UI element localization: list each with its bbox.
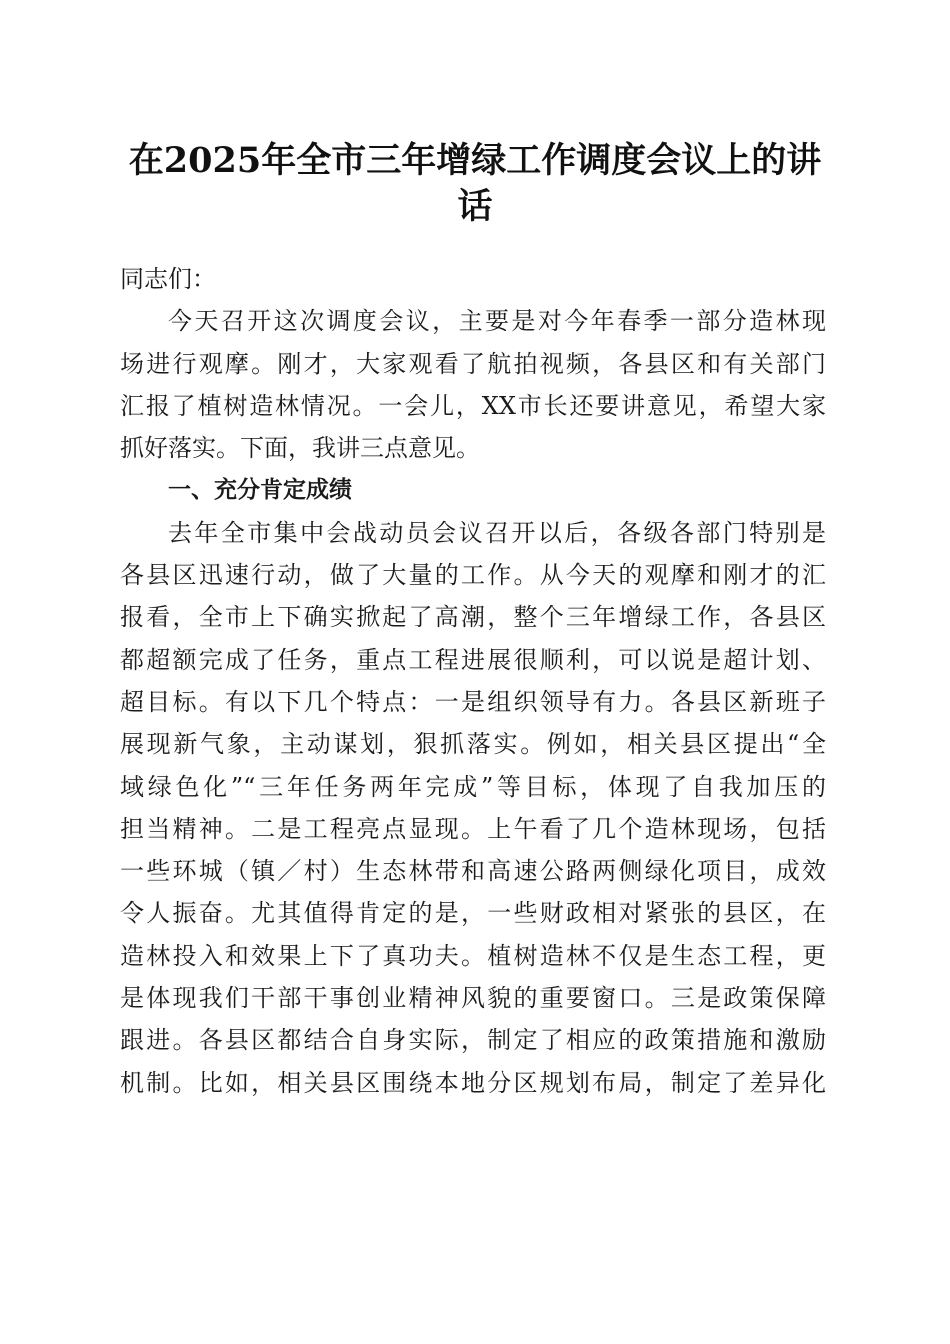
paragraph-line: 抓好落实。下面，我讲三点意见。 <box>120 434 480 463</box>
paragraph-line: 跟进。各县区都结合自身实际，制定了相应的政策措施和激励 <box>120 1026 826 1055</box>
paragraph-line: 场进行观摩。刚才，大家观看了航拍视频，各县区和有关部门 <box>120 349 826 378</box>
paragraph-line: 一些环城（镇／村）生态林带和高速公路两侧绿化项目，成效 <box>120 857 826 886</box>
document-title-line-2: 话 <box>457 186 493 227</box>
paragraph-line: 超目标。有以下几个特点：一是组织领导有力。各县区新班子 <box>120 687 826 716</box>
paragraph-line: 担当精神。二是工程亮点显现。上午看了几个造林现场，包括 <box>120 814 826 843</box>
section-heading: 一、充分肯定成绩 <box>168 477 352 504</box>
paragraph-line: 域绿色化”“三年任务两年完成”等目标，体现了自我加压的 <box>120 772 826 801</box>
salutation: 同志们： <box>120 265 216 293</box>
paragraph-line: 都超额完成了任务，重点工程进展很顺利，可以说是超计划、 <box>120 645 826 674</box>
document-title <box>120 138 830 230</box>
document-title-line-1: 在2025年全市三年增绿工作调度会议上的讲 <box>128 140 822 181</box>
paragraph-line: 是体现我们干部干事创业精神风貌的重要窗口。三是政策保障 <box>120 984 826 1013</box>
paragraph-line: 展现新气象，主动谋划，狠抓落实。例如，相关县区提出“全 <box>120 730 826 759</box>
document-body <box>120 258 826 1104</box>
paragraph-line: 造林投入和效果上下了真功夫。植树造林不仅是生态工程，更 <box>120 941 826 970</box>
paragraph-line: 令人振奋。尤其值得肯定的是，一些财政相对紧张的县区，在 <box>120 899 826 928</box>
paragraph-line: 机制。比如，相关县区围绕本地分区规划布局，制定了差异化 <box>120 1068 826 1097</box>
paragraph-line: 去年全市集中会战动员会议召开以后，各级各部门特别是 <box>168 518 826 547</box>
paragraph-line: 今天召开这次调度会议，主要是对今年春季一部分造林现 <box>168 307 826 336</box>
paragraph-line: 报看，全市上下确实掀起了高潮，整个三年增绿工作，各县区 <box>120 603 826 632</box>
paragraph-line: 汇报了植树造林情况。一会儿，XX市长还要讲意见，希望大家 <box>120 391 826 420</box>
paragraph-line: 各县区迅速行动，做了大量的工作。从今天的观摩和刚才的汇 <box>120 561 826 590</box>
